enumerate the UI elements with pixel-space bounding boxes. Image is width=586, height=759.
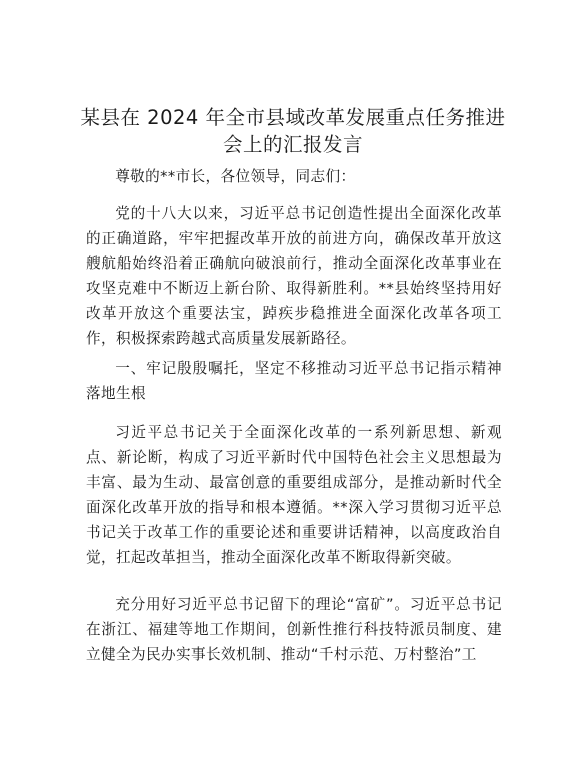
paragraph-1: 党的十八大以来，习近平总书记创造性提出全面深化改革的正确道路，牢牢把握改革开放的前进方向，确保改革开放这艘航船始终沿着正确航向破浪前行，推动全面深化改革事业在攻坚克难中不断迈上新台阶、取得新胜利。**县始终坚持用好改革开放这个重要法宝，踔疾步稳推进全面深化改革各项工作，积极探索跨越式高质量发展新路径。 <box>86 205 502 347</box>
section-heading-1: 一、牢记殷殷嘱托，坚定不移推动习近平总书记指示精神落地生根 <box>86 360 502 402</box>
salutation: 尊敬的**市长，各位领导，同志们： <box>115 168 356 185</box>
paragraph-2: 习近平总书记关于全面深化改革的一系列新思想、新观点、新论断，构成了习近平新时代中国特色社会主义思想最为丰富、最为生动、最富创意的重要组成部分，是推动新时代全面深化改革开放的指导和根本遵循。**深入学习贯彻习近平总书记关于改革工作的重要论述和重要讲话精神，以高度政治自觉，扛起改革担当，推动全面深化改革不断取得新突破。 <box>86 424 502 566</box>
document-title: 某县在 2024 年全市县域改革发展重点任务推进会上的汇报发言 <box>80 106 506 156</box>
paragraph-3: 充分用好习近平总书记留下的理论“富矿”。习近平总书记在浙江、福建等地工作期间，创新性推行科技特派员制度、建立健全为民办实事长效机制、推动“千村示范、万村整治”工 <box>86 596 502 663</box>
